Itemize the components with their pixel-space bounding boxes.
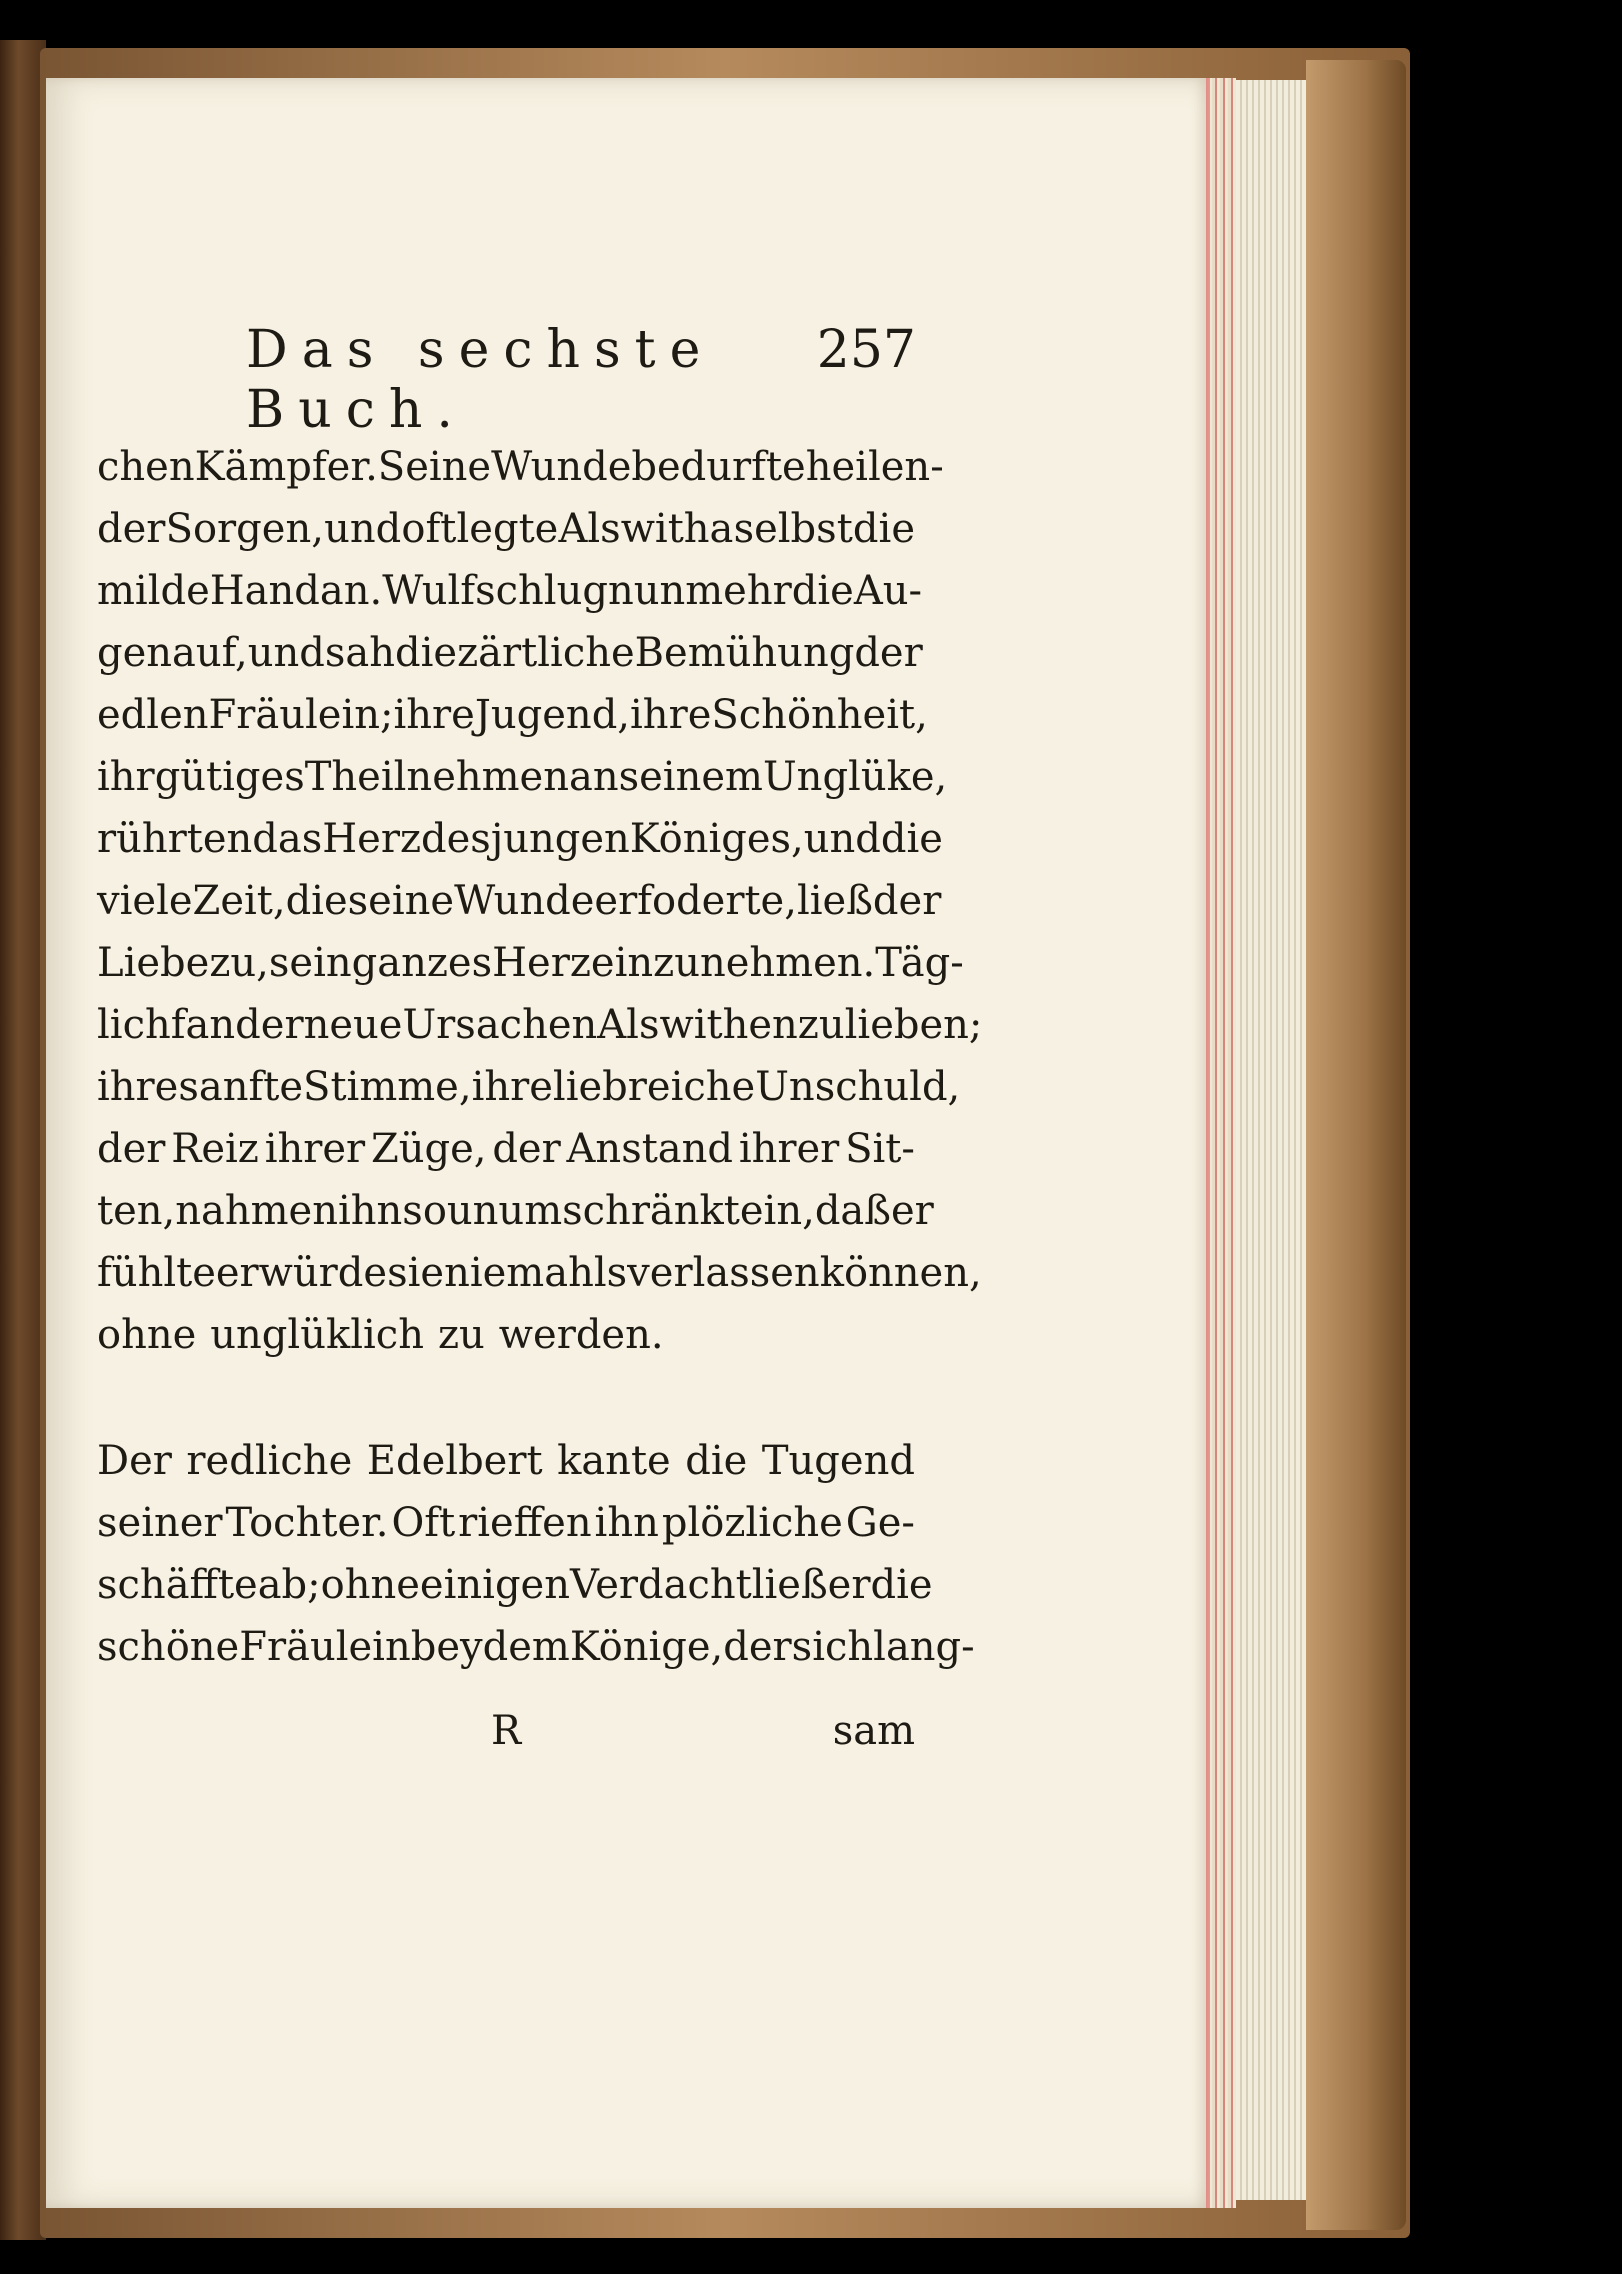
text-line xyxy=(97,994,983,1056)
word: Täg- xyxy=(875,940,964,986)
word: er xyxy=(260,1002,304,1048)
text-line xyxy=(97,870,942,932)
word: er xyxy=(890,1188,934,1234)
word: zu xyxy=(797,1002,845,1048)
text-line xyxy=(97,1430,915,1492)
word: verlassen xyxy=(627,1250,820,1296)
word: Verdacht xyxy=(569,1562,752,1608)
page-footer xyxy=(97,1700,915,1762)
word: milde xyxy=(97,568,210,614)
word: er xyxy=(827,1562,871,1608)
signature-mark: R xyxy=(491,1708,522,1754)
word: gen xyxy=(97,630,173,676)
text-line xyxy=(97,1304,915,1366)
word: sanfte xyxy=(178,1064,304,1110)
word: die xyxy=(285,878,348,924)
word: des xyxy=(421,816,491,862)
text-line xyxy=(97,1616,975,1678)
running-title: Das sechste Buch. xyxy=(246,320,715,440)
word: Alswitha xyxy=(558,506,734,552)
word: nahmen xyxy=(175,1188,338,1234)
word: ohne xyxy=(97,1312,197,1358)
word: ihre xyxy=(393,692,475,738)
word: schäffte xyxy=(97,1562,258,1608)
word: Reiz xyxy=(171,1126,259,1172)
word: seinem xyxy=(618,754,763,800)
page-number: 257 xyxy=(816,320,916,380)
word: sie xyxy=(387,1250,445,1296)
text-line xyxy=(97,684,928,746)
word: Seine xyxy=(377,444,492,490)
word: Au- xyxy=(853,568,922,614)
word: ihrer xyxy=(264,1126,366,1172)
word: die xyxy=(870,1562,933,1608)
word: der xyxy=(854,630,923,676)
word: Könige, xyxy=(569,1624,724,1670)
text-line xyxy=(97,1180,934,1242)
word: lich xyxy=(97,1002,171,1048)
word: und xyxy=(803,816,881,862)
text-line xyxy=(97,746,948,808)
word: Zeit, xyxy=(192,878,286,924)
word: lieben; xyxy=(844,1002,983,1048)
word: Alswithen xyxy=(597,1002,798,1048)
word: gütiges xyxy=(154,754,305,800)
word: Unglüke, xyxy=(762,754,948,800)
word: ihr xyxy=(97,754,155,800)
text-line xyxy=(97,1554,933,1616)
word: Wunde xyxy=(454,878,595,924)
word: ließ xyxy=(796,878,873,924)
word: die xyxy=(395,630,458,676)
running-header xyxy=(246,320,916,440)
word: der xyxy=(723,1624,792,1670)
fore-edge xyxy=(1236,80,1306,2200)
word: ihre xyxy=(471,1064,553,1110)
word: ganzes xyxy=(351,940,493,986)
word: ten, xyxy=(97,1188,176,1234)
word: Tugend xyxy=(761,1438,915,1484)
word: und xyxy=(324,506,402,552)
word: selbst xyxy=(733,506,853,552)
text-line xyxy=(97,808,943,870)
word: sah xyxy=(324,630,396,676)
word: Theilnehmen xyxy=(304,754,569,800)
word: Schönheit, xyxy=(711,692,928,738)
word: chen xyxy=(97,444,195,490)
word: so xyxy=(402,1188,447,1234)
body-text xyxy=(97,436,983,1678)
word: ließ xyxy=(751,1562,828,1608)
word: zu xyxy=(437,1312,485,1358)
word: Unschuld, xyxy=(755,1064,961,1110)
word: ab; xyxy=(257,1562,321,1608)
word: Ursachen xyxy=(402,1002,598,1048)
text-line xyxy=(97,1242,982,1304)
word: ihre xyxy=(97,1064,179,1110)
word: unumschränkt xyxy=(446,1188,740,1234)
word: Wunde xyxy=(491,444,632,490)
word: ihrer xyxy=(738,1126,840,1172)
word: Bemühung xyxy=(634,630,855,676)
catchword: sam xyxy=(832,1708,915,1754)
word: redliche xyxy=(186,1438,353,1484)
word: sein xyxy=(268,940,352,986)
word: einzunehmen. xyxy=(590,940,876,986)
word: ihre xyxy=(630,692,712,738)
word: Kämpfer. xyxy=(194,444,378,490)
word: edlen xyxy=(97,692,209,738)
word: Hand xyxy=(209,568,320,614)
word: einigen xyxy=(419,1562,570,1608)
word: erfoderte, xyxy=(594,878,797,924)
word: seiner xyxy=(97,1500,223,1546)
word: jungen xyxy=(490,816,630,862)
word: sich xyxy=(791,1624,874,1670)
word: unglüklich xyxy=(210,1312,424,1358)
word: rührten xyxy=(97,816,253,862)
word: niemahls xyxy=(444,1250,628,1296)
word: an xyxy=(569,754,619,800)
word: fühlte xyxy=(97,1250,216,1296)
word: Züge, xyxy=(370,1126,487,1172)
word: auf, xyxy=(172,630,248,676)
word: werden. xyxy=(498,1312,664,1358)
text-line xyxy=(97,932,964,994)
word: schlug xyxy=(475,568,608,614)
word: Königes, xyxy=(629,816,804,862)
word: die xyxy=(852,506,915,552)
word: an. xyxy=(319,568,383,614)
word: Sit- xyxy=(845,1126,915,1172)
word: ihn xyxy=(594,1500,659,1546)
word: oft xyxy=(401,506,457,552)
text-line xyxy=(97,622,923,684)
word: können, xyxy=(819,1250,982,1296)
word: Jugend, xyxy=(474,692,631,738)
paragraph-2 xyxy=(97,1430,975,1678)
word: Fräulein; xyxy=(208,692,394,738)
word: bedurfte xyxy=(631,444,806,490)
word: Tochter. xyxy=(225,1500,389,1546)
word: Ge- xyxy=(845,1500,915,1546)
word: nunmehr xyxy=(607,568,792,614)
paragraph-1 xyxy=(97,436,983,1366)
word: die xyxy=(685,1438,748,1484)
text-line xyxy=(97,1056,961,1118)
word: Herz xyxy=(322,816,422,862)
word: Oft xyxy=(391,1500,456,1546)
word: zu, xyxy=(209,940,269,986)
word: Fräulein xyxy=(239,1624,411,1670)
word: neue xyxy=(303,1002,403,1048)
word: legte xyxy=(456,506,559,552)
word: liebreiche xyxy=(552,1064,756,1110)
paragraph-gap xyxy=(97,1366,915,1430)
word: Stimme, xyxy=(303,1064,472,1110)
word: dem xyxy=(482,1624,570,1670)
word: lang- xyxy=(873,1624,975,1670)
word: würde xyxy=(258,1250,388,1296)
word: kante xyxy=(557,1438,671,1484)
word: ohne xyxy=(320,1562,420,1608)
back-board xyxy=(1306,60,1406,2230)
word: plözliche xyxy=(661,1500,843,1546)
word: Wulf xyxy=(382,568,476,614)
word: zärtliche xyxy=(457,630,635,676)
word: heilen- xyxy=(805,444,944,490)
word: der xyxy=(872,878,942,924)
text-line xyxy=(97,436,944,498)
word: fand xyxy=(170,1002,261,1048)
text-line xyxy=(97,498,915,560)
word: seine xyxy=(347,878,455,924)
word: bey xyxy=(410,1624,483,1670)
word: er xyxy=(215,1250,259,1296)
word: Sorgen, xyxy=(165,506,324,552)
word: der xyxy=(492,1126,561,1172)
word: die xyxy=(791,568,854,614)
text-line xyxy=(97,560,922,622)
word: ihn xyxy=(337,1188,403,1234)
word: rieffen xyxy=(458,1500,592,1546)
word: Liebe xyxy=(97,940,210,986)
word: das xyxy=(252,816,323,862)
word: viele xyxy=(97,878,193,924)
word: die xyxy=(880,816,943,862)
word: Herz xyxy=(492,940,591,986)
word: schöne xyxy=(97,1624,240,1670)
word: und xyxy=(247,630,325,676)
word: Der xyxy=(97,1438,172,1484)
text-line xyxy=(97,1492,915,1554)
word: Edelbert xyxy=(366,1438,543,1484)
word: der xyxy=(97,1126,166,1172)
word: Anstand xyxy=(566,1126,734,1172)
word: der xyxy=(97,506,166,552)
word: daß xyxy=(814,1188,891,1234)
text-line xyxy=(97,1118,915,1180)
word: ein, xyxy=(739,1188,815,1234)
